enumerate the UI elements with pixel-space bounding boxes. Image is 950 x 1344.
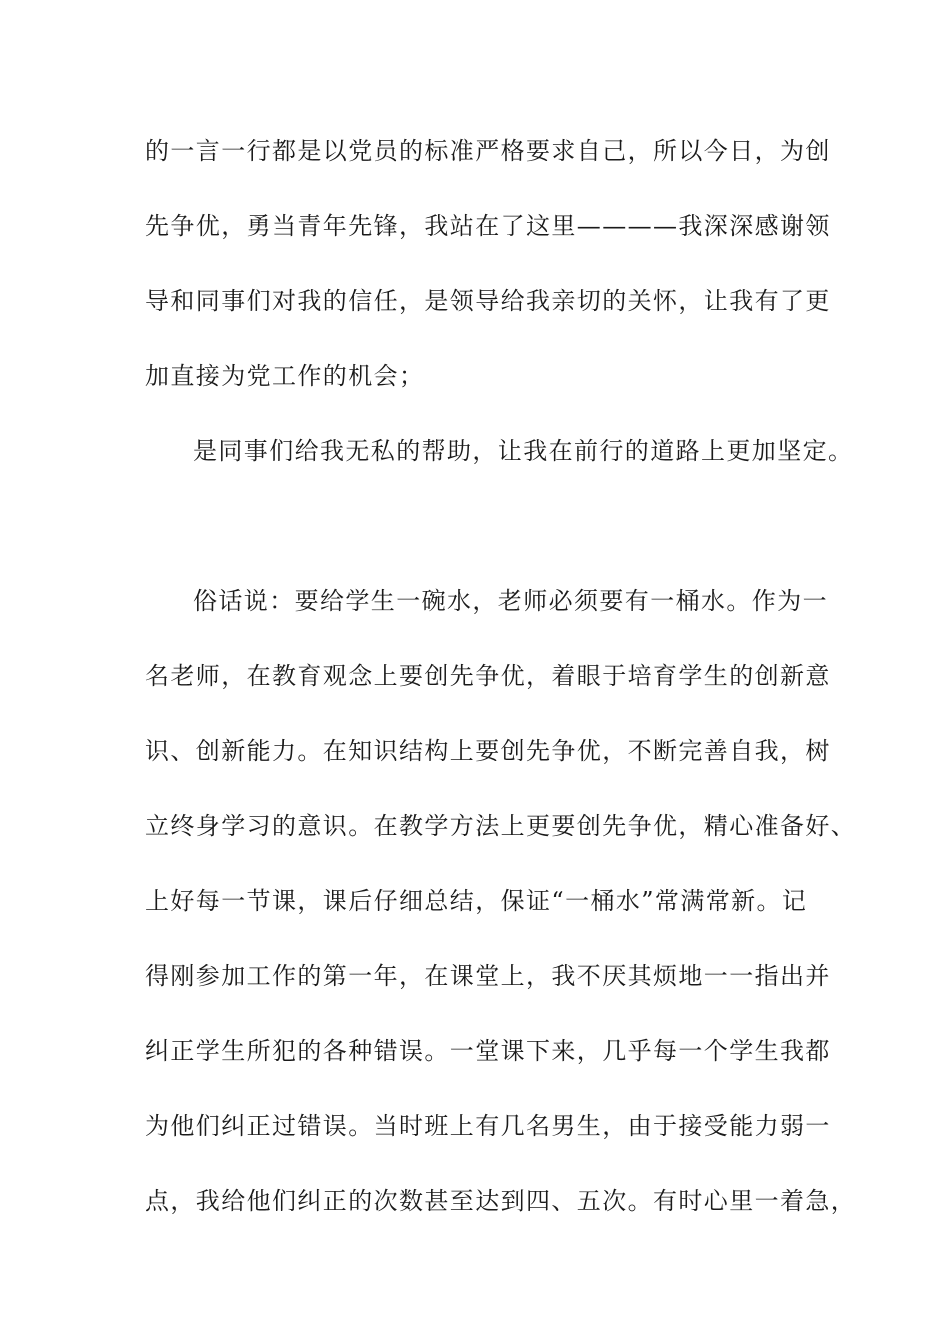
paragraph-3-line-7: 纠正学生所犯的各种错误。一堂课下来，几乎每一个学生我都 xyxy=(145,1037,831,1065)
paragraph-1-line-2: 先争优，勇当青年先锋，我站在了这里————我深深感谢领 xyxy=(145,212,831,240)
paragraph-3-line-8: 为他们纠正过错误。当时班上有几名男生，由于接受能力弱一 xyxy=(145,1112,831,1140)
paragraph-3-line-6: 得刚参加工作的第一年，在课堂上，我不厌其烦地一一指出并 xyxy=(145,962,831,990)
paragraph-2-line-1: 是同事们给我无私的帮助，让我在前行的道路上更加坚定。 xyxy=(193,437,854,465)
paragraph-3-line-4: 立终身学习的意识。在教学方法上更要创先争优，精心准备好、 xyxy=(145,812,857,840)
paragraph-3-line-5: 上好每一节课，课后仔细总结，保证“一桶水”常满常新。记 xyxy=(145,887,808,915)
paragraph-1-line-1: 的一言一行都是以党员的标准严格要求自己，所以今日，为创 xyxy=(145,137,831,165)
paragraph-3-line-1: 俗话说：要给学生一碗水，老师必须要有一桶水。作为一 xyxy=(193,587,828,615)
paragraph-1-line-4: 加直接为党工作的机会； xyxy=(145,362,425,390)
paragraph-1-line-3: 导和同事们对我的信任，是领导给我亲切的关怀，让我有了更 xyxy=(145,287,831,315)
paragraph-3-line-9: 点，我给他们纠正的次数甚至达到四、五次。有时心里一着急， xyxy=(145,1187,857,1215)
paragraph-3-line-3: 识、创新能力。在知识结构上要创先争优，不断完善自我，树 xyxy=(145,737,831,765)
paragraph-3-line-2: 名老师，在教育观念上要创先争优，着眼于培育学生的创新意 xyxy=(145,662,831,690)
